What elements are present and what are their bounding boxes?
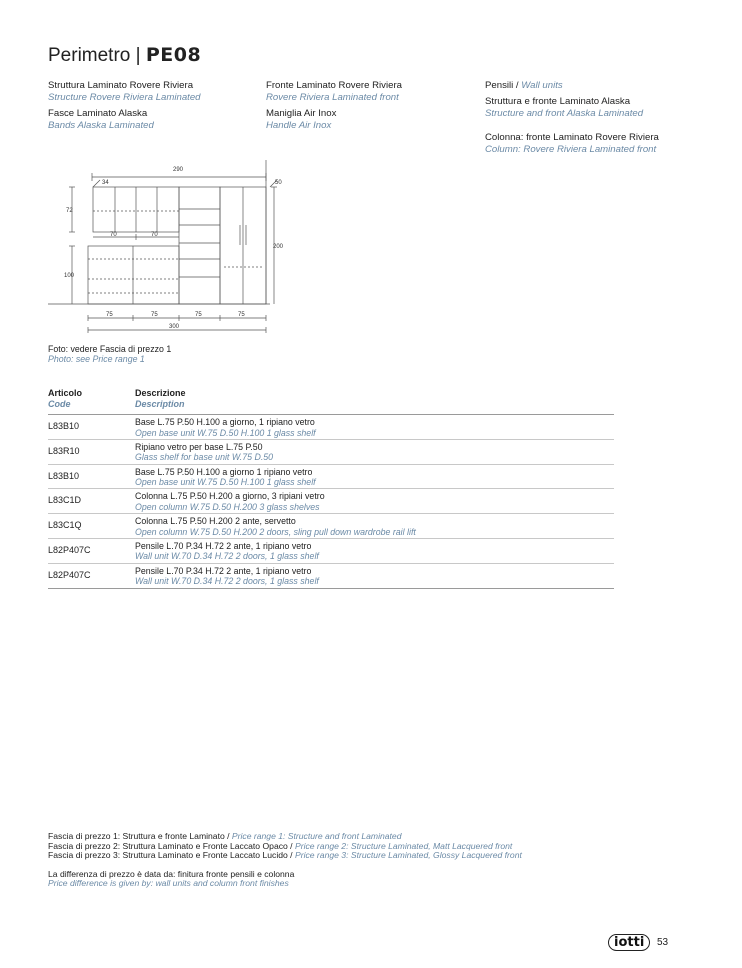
table-row xyxy=(48,415,614,440)
row-code: L83B10 xyxy=(48,470,80,481)
row-code: L83C1Q xyxy=(48,520,82,531)
table-row xyxy=(48,539,614,564)
spec-column-2 xyxy=(266,80,402,132)
price-difference-en: Price difference is given by: wall units and column front finishes xyxy=(48,878,289,888)
elevation-drawing xyxy=(44,155,304,335)
photo-note: Foto: vedere Fascia di prezzo 1 Photo: see Price range 1 xyxy=(48,344,172,364)
dim-column-height: 200 xyxy=(273,244,284,250)
dim-total-width: 290 xyxy=(173,167,184,173)
row-description: Colonna L.75 P.50 H.200 a giorno, 3 ripiani vetro Open column W.75 D.50 H.200 3 glass shelves xyxy=(135,491,325,512)
table-header xyxy=(48,386,614,415)
product-table xyxy=(48,386,614,589)
page-title xyxy=(48,44,201,67)
spec-it: Colonna: fronte Laminato Rovere Riviera xyxy=(485,132,659,143)
table-row xyxy=(48,564,614,589)
dim-base-w2: 75 xyxy=(151,312,158,318)
spec-en: Bands Alaska Laminated xyxy=(48,120,154,131)
brand-logo: iotti xyxy=(608,934,650,951)
spec-en: Structure Rovere Riviera Laminated xyxy=(48,92,201,103)
model-code: PE08 xyxy=(145,44,202,66)
dim-base-w1: 75 xyxy=(106,312,113,318)
dim-base-w4: 75 xyxy=(238,312,245,318)
dim-base-w3: 75 xyxy=(195,312,202,318)
row-code: L82P407C xyxy=(48,569,91,580)
dim-wall-height: 72 xyxy=(66,208,73,214)
row-description: Ripiano vetro per base L.75 P.50 Glass shelf for base unit W.75 D.50 xyxy=(135,441,274,463)
spec-en: Handle Air Inox xyxy=(266,120,332,131)
spec-it: Struttura e fronte Laminato Alaska xyxy=(485,96,631,107)
dim-wall-w2: 70 xyxy=(151,232,158,238)
row-code: L82P407C xyxy=(48,544,91,555)
dim-overall: 300 xyxy=(169,324,180,330)
row-description: Base L.75 P.50 H.100 a giorno, 1 ripiano vetro Open base unit W.75 D.50 H.100 1 glass shelf xyxy=(135,417,316,438)
title-text: Perimetro xyxy=(48,45,131,66)
dim-wall-depth: 34 xyxy=(102,180,109,186)
table-row xyxy=(48,514,614,539)
page-number: 53 xyxy=(657,937,669,948)
table-row xyxy=(48,489,614,514)
title-separator: | xyxy=(135,45,141,66)
dim-wall-w1: 70 xyxy=(110,232,117,238)
row-description: Pensile L.70 P.34 H.72 2 ante, 1 ripiano vetro Wall unit W.70 D.34 H.72 2 doors, 1 glass shelf xyxy=(135,565,319,587)
header-code: Articolo Code xyxy=(48,388,83,409)
price-range-1: Fascia di prezzo 1: Struttura e fronte Laminato / Price range 1: Structure and front Laminated xyxy=(48,831,402,841)
price-range-2: Fascia di prezzo 2: Struttura Laminato e Fronte Laccato Opaco / Price range 2: Structure Laminated, Matt Lacquered front xyxy=(48,840,513,851)
row-description: Pensile L.70 P.34 H.72 2 ante, 1 ripiano vetro Wall unit W.70 D.34 H.72 2 doors, 1 glass shelf xyxy=(135,540,319,562)
price-range-notes xyxy=(48,832,522,889)
spec-en: Rovere Riviera Laminated front xyxy=(266,92,399,103)
spec-en: Structure and front Alaska Laminated xyxy=(485,108,644,119)
row-code: L83B10 xyxy=(48,421,80,431)
spec-it: Maniglia Air Inox xyxy=(266,108,337,119)
row-code: L83R10 xyxy=(48,445,80,456)
spec-column-3 xyxy=(485,80,659,156)
table-row xyxy=(48,465,614,490)
spec-it: Fronte Laminato Rovere Riviera xyxy=(266,80,402,91)
spec-it: Fasce Laminato Alaska xyxy=(48,108,148,119)
row-code: L83C1D xyxy=(48,495,82,506)
dim-base-height: 100 xyxy=(64,273,75,279)
spec-it: Struttura Laminato Rovere Riviera xyxy=(48,80,194,91)
row-description: Colonna L.75 P.50 H.200 2 ante, servetto Open column W.75 D.50 H.200 2 doors, sling pull down wardrobe rail lift xyxy=(135,516,416,537)
header-description: Descrizione Description xyxy=(135,388,186,409)
spec-column-1 xyxy=(48,80,201,132)
price-difference-it: La differenza di prezzo è data da: finitura fronte pensili e colonna xyxy=(48,868,295,879)
wall-units-heading: Pensili / Wall units xyxy=(485,80,563,91)
price-range-3: Fascia di prezzo 3: Struttura Laminato e Fronte Laccato Lucido / Price range 3: Structure Laminated, Glossy Lacquered front xyxy=(48,850,522,860)
table-row xyxy=(48,440,614,465)
dim-column-depth: 50 xyxy=(275,180,282,186)
spec-en: Column: Rovere Riviera Laminated front xyxy=(485,144,657,155)
row-description: Base L.75 P.50 H.100 a giorno 1 ripiano vetro Open base unit W.75 D.50 H.100 1 glass shelf xyxy=(135,466,316,488)
